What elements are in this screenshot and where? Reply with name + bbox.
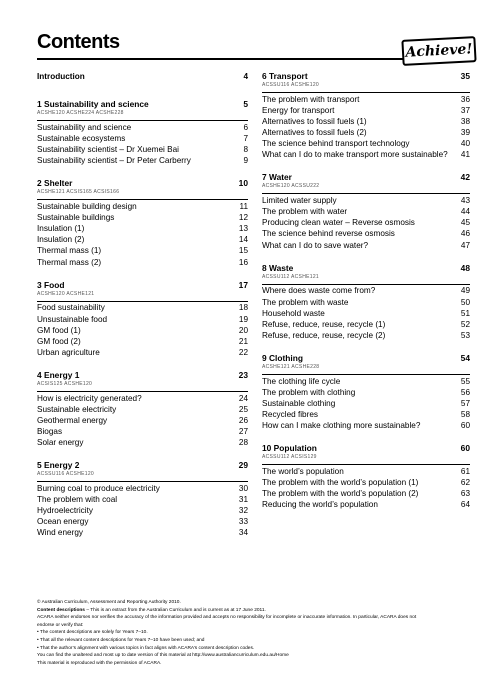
toc-entry[interactable] <box>262 105 470 116</box>
entry-label: Hydroelectricity <box>37 506 93 516</box>
introduction-entry[interactable] <box>37 71 248 82</box>
toc-entry[interactable] <box>262 94 470 105</box>
footer-descriptions-rest: – This is an extract from the Australian Curriculum and is current as at 17 June 2011. <box>84 607 266 613</box>
footer-bullet-1: • The content descriptions are solely for Years 7–10. <box>37 630 148 636</box>
entry-page: 50 <box>460 297 470 307</box>
section-title: 8 Waste <box>262 262 294 273</box>
entry-page: 26 <box>238 415 248 425</box>
section-divider <box>262 374 470 375</box>
entry-page: 19 <box>238 314 248 324</box>
entry-label: How is electricity generated? <box>37 393 142 403</box>
section-divider <box>262 284 470 285</box>
entry-page: 39 <box>460 128 470 138</box>
curriculum-codes: ACSIS125 ACSHE120 <box>37 380 93 387</box>
section-title: 10 Population <box>262 443 317 454</box>
toc-entry[interactable] <box>37 393 248 404</box>
entry-label: Sustainable buildings <box>37 213 115 223</box>
entry-page: 12 <box>238 213 248 223</box>
entry-label: Refuse, reduce, reuse, recycle (1) <box>262 319 386 329</box>
toc-entry[interactable] <box>37 426 248 437</box>
toc-section <box>37 178 248 267</box>
toc-section <box>262 172 470 250</box>
entry-page: 47 <box>460 240 470 250</box>
section-page: 60 <box>460 443 470 454</box>
entry-page: 60 <box>460 421 470 431</box>
curriculum-codes: ACSSU112 ACSIS129 <box>262 454 317 461</box>
section-title: 1 Sustainability and science <box>37 99 149 110</box>
toc-entry[interactable] <box>262 409 470 420</box>
entry-page: 46 <box>460 229 470 239</box>
curriculum-codes: ACSHE121 ACSHE228 <box>262 363 320 370</box>
contents-right-column <box>262 71 470 522</box>
section-heading[interactable] <box>262 353 470 364</box>
entry-page: 53 <box>460 330 470 340</box>
toc-section <box>262 443 470 510</box>
toc-entry[interactable] <box>262 398 470 409</box>
entry-page: 61 <box>460 466 470 476</box>
toc-entry[interactable] <box>262 228 470 239</box>
entry-page: 6 <box>243 122 248 132</box>
entry-label: The problem with waste <box>262 297 349 307</box>
section-heading[interactable] <box>37 178 248 189</box>
section-heading[interactable] <box>37 370 248 381</box>
toc-entry[interactable] <box>37 437 248 448</box>
entry-label: The problem with clothing <box>262 387 356 397</box>
entry-page: 15 <box>238 246 248 256</box>
section-divider <box>262 193 470 194</box>
toc-entry[interactable] <box>37 494 248 505</box>
entry-label: The problem with water <box>262 207 348 217</box>
entry-label: Solar energy <box>37 438 84 448</box>
contents-left-column <box>37 71 248 550</box>
curriculum-codes: ACSHE120 ACSHE121 <box>37 290 95 297</box>
entry-label: What can I do to save water? <box>262 240 369 250</box>
entry-label: The science behind transport technology <box>262 139 410 149</box>
toc-entry[interactable] <box>262 138 470 149</box>
footer-copyright: © Australian Curriculum, Assessment and Reporting Authority 2010. <box>37 600 181 605</box>
copyright-footer <box>37 599 470 667</box>
entry-label: Geothermal energy <box>37 415 108 425</box>
section-divider <box>262 92 470 93</box>
section-page: 10 <box>238 178 248 189</box>
toc-section <box>262 353 470 431</box>
toc-entry[interactable] <box>37 347 248 358</box>
entry-page: 58 <box>460 409 470 419</box>
entry-label: Thermal mass (1) <box>37 246 102 256</box>
entry-page: 20 <box>238 325 248 335</box>
entry-page: 33 <box>238 517 248 527</box>
entry-label: Thermal mass (2) <box>37 257 102 267</box>
section-heading[interactable] <box>262 263 470 274</box>
entry-label: Energy for transport <box>262 105 335 115</box>
entry-label: Sustainability scientist – Dr Peter Carberry <box>37 156 191 166</box>
toc-entry[interactable] <box>37 505 248 516</box>
toc-entry[interactable] <box>37 257 248 268</box>
curriculum-codes: ACSHE121 ACSIS165 ACSIS166 <box>37 189 120 196</box>
toc-entry[interactable] <box>37 155 248 166</box>
toc-entry[interactable] <box>262 319 470 330</box>
curriculum-codes: ACSSU116 ACSHE120 <box>37 471 94 478</box>
entry-page: 22 <box>238 347 248 357</box>
section-heading[interactable] <box>37 99 248 110</box>
footer-descriptions <box>37 607 470 615</box>
entry-label: GM food (1) <box>37 325 81 335</box>
toc-entry[interactable] <box>37 223 248 234</box>
entry-page: 63 <box>460 489 470 499</box>
left-sections <box>37 99 248 538</box>
section-title: 2 Shelter <box>37 178 73 189</box>
entry-page: 36 <box>460 94 470 104</box>
entry-label: Reducing the world’s population <box>262 500 378 510</box>
entry-page: 21 <box>238 336 248 346</box>
introduction-page: 4 <box>243 72 248 81</box>
toc-section <box>262 263 470 341</box>
entry-label: The science behind reverse osmosis <box>262 229 395 239</box>
entry-label: The problem with transport <box>262 94 360 104</box>
toc-entry[interactable] <box>262 240 470 251</box>
entry-page: 24 <box>238 393 248 403</box>
entry-page: 49 <box>460 286 470 296</box>
curriculum-codes: ACSSU116 ACSHE120 <box>262 82 319 88</box>
entry-page: 51 <box>460 308 470 318</box>
entry-label: Recycled fibres <box>262 409 318 419</box>
footer-bullet-3: • That the author’s alignment with various topics in fact aligns with ACARA’s content description codes. <box>37 645 255 651</box>
footer-unaltered: You can find the unaltered and most up to date version of this material at http://www.australiancurriculum.edu.au/Home <box>37 653 289 659</box>
entry-label: Alternatives to fossil fuels (2) <box>262 128 367 138</box>
section-page: 35 <box>460 71 470 81</box>
section-title: 7 Water <box>262 172 292 183</box>
entry-page: 14 <box>238 235 248 245</box>
entry-label: Wind energy <box>37 528 83 538</box>
section-divider <box>37 481 248 482</box>
right-sections <box>262 71 470 510</box>
entry-page: 34 <box>238 528 248 538</box>
entry-label: Sustainable clothing <box>262 398 336 408</box>
entry-label: Sustainable electricity <box>37 404 117 414</box>
entry-page: 32 <box>238 506 248 516</box>
entry-label: Burning coal to produce electricity <box>37 483 160 493</box>
section-page: 54 <box>460 352 470 363</box>
entry-page: 7 <box>243 133 248 143</box>
section-heading[interactable] <box>262 71 470 82</box>
entry-page: 13 <box>238 224 248 234</box>
section-page: 23 <box>238 369 248 380</box>
toc-entry[interactable] <box>37 325 248 336</box>
footer-permission: This material is reproduced with the permission of ACARA. <box>37 660 162 666</box>
toc-entry[interactable] <box>262 116 470 127</box>
entry-page: 62 <box>460 478 470 488</box>
entry-page: 55 <box>460 376 470 386</box>
entry-label: Insulation (1) <box>37 224 85 234</box>
toc-entry[interactable] <box>262 149 470 160</box>
entry-label: Insulation (2) <box>37 235 85 245</box>
section-divider <box>37 199 248 200</box>
entry-page: 43 <box>460 196 470 206</box>
footer-disclaimer-2: endorse or verify that: <box>37 622 84 628</box>
toc-entry[interactable] <box>37 314 248 325</box>
toc-entry[interactable] <box>262 330 470 341</box>
toc-entry[interactable] <box>262 297 470 308</box>
toc-entry[interactable] <box>37 144 248 155</box>
toc-entry[interactable] <box>262 127 470 138</box>
title-divider <box>37 58 416 60</box>
entry-page: 28 <box>238 438 248 448</box>
section-heading[interactable] <box>37 460 248 471</box>
curriculum-codes: ACSHE120 ACSSU222 <box>262 183 320 190</box>
toc-entry[interactable] <box>37 336 248 347</box>
toc-entry[interactable] <box>262 308 470 319</box>
introduction-label: Introduction <box>37 72 85 81</box>
entry-page: 16 <box>238 257 248 267</box>
section-title: 4 Energy 1 <box>37 369 80 380</box>
footer-bullet-2: • That all the relevant content descriptions for Years 7–10 have been used; and <box>37 637 205 643</box>
entry-label: The problem with the world’s population (2) <box>262 489 419 499</box>
entry-label: Unsustainable food <box>37 314 108 324</box>
entry-label: Household waste <box>262 308 325 318</box>
entry-label: The world’s population <box>262 466 344 476</box>
toc-entry[interactable] <box>262 285 470 296</box>
entry-page: 44 <box>460 207 470 217</box>
toc-entry[interactable] <box>262 195 470 206</box>
entry-label: The problem with the world’s population (1) <box>262 478 419 488</box>
entry-label: The clothing life cycle <box>262 376 341 386</box>
entry-page: 57 <box>460 398 470 408</box>
toc-entry[interactable] <box>37 133 248 144</box>
entry-label: Limited water supply <box>262 196 337 206</box>
entry-label: Producing clean water – Reverse osmosis <box>262 218 415 228</box>
entry-label: Ocean energy <box>37 517 89 527</box>
section-page: 5 <box>243 99 248 110</box>
entry-page: 31 <box>238 495 248 505</box>
toc-entry[interactable] <box>37 212 248 223</box>
section-title: 9 Clothing <box>262 352 303 363</box>
entry-label: The problem with coal <box>37 495 118 505</box>
section-page: 42 <box>460 172 470 183</box>
toc-entry[interactable] <box>37 415 248 426</box>
toc-entry[interactable] <box>37 122 248 133</box>
toc-section <box>262 71 470 160</box>
section-divider <box>262 464 470 465</box>
entry-page: 30 <box>238 483 248 493</box>
entry-page: 56 <box>460 387 470 397</box>
toc-entry[interactable] <box>262 477 470 488</box>
toc-entry[interactable] <box>37 245 248 256</box>
entry-label: Urban agriculture <box>37 347 100 357</box>
toc-section <box>37 460 248 538</box>
section-page: 29 <box>238 460 248 471</box>
section-title: 3 Food <box>37 279 65 290</box>
entry-page: 27 <box>238 426 248 436</box>
entry-label: Sustainable ecosystems <box>37 133 126 143</box>
toc-entry[interactable] <box>37 404 248 415</box>
toc-entry[interactable] <box>37 527 248 538</box>
entry-label: Alternatives to fossil fuels (1) <box>262 116 367 126</box>
toc-entry[interactable] <box>262 206 470 217</box>
section-divider <box>37 120 248 121</box>
entry-label: Sustainable building design <box>37 202 137 212</box>
entry-page: 38 <box>460 116 470 126</box>
section-page: 48 <box>460 262 470 273</box>
section-divider <box>37 391 248 392</box>
section-divider <box>37 301 248 302</box>
toc-entry[interactable] <box>262 376 470 387</box>
curriculum-codes: ACSSU112 ACSHE121 <box>262 273 319 280</box>
toc-entry[interactable] <box>37 201 248 212</box>
section-heading[interactable] <box>262 172 470 183</box>
section-heading[interactable] <box>37 280 248 291</box>
toc-entry[interactable] <box>37 234 248 245</box>
toc-entry[interactable] <box>262 217 470 228</box>
entry-page: 64 <box>460 500 470 510</box>
toc-entry[interactable] <box>37 302 248 313</box>
entry-page: 25 <box>238 404 248 414</box>
toc-section <box>37 280 248 358</box>
entry-label: Sustainability scientist – Dr Xuemei Bai <box>37 145 179 155</box>
page-title: Contents <box>37 31 120 53</box>
toc-section <box>37 370 248 448</box>
entry-page: 18 <box>238 303 248 313</box>
section-heading[interactable] <box>262 443 470 454</box>
entry-label: What can I do to make transport more sustainable? <box>262 150 448 160</box>
toc-section <box>37 99 248 166</box>
toc-entry[interactable] <box>262 488 470 499</box>
section-page: 17 <box>238 279 248 290</box>
entry-page: 9 <box>243 156 248 166</box>
entry-page: 8 <box>243 145 248 155</box>
toc-entry[interactable] <box>262 387 470 398</box>
entry-label: Where does waste come from? <box>262 286 376 296</box>
entry-label: Biogas <box>37 426 63 436</box>
entry-label: Food sustainability <box>37 303 105 313</box>
entry-label: Sustainability and science <box>37 122 132 132</box>
achieve-badge: Achieve! <box>401 36 476 66</box>
entry-label: How can I make clothing more sustainable? <box>262 421 421 431</box>
toc-entry[interactable] <box>262 499 470 510</box>
section-title: 6 Transport <box>262 71 308 81</box>
entry-page: 11 <box>239 202 248 212</box>
section-title: 5 Energy 2 <box>37 460 80 471</box>
entry-page: 45 <box>460 218 470 228</box>
footer-descriptions-bold: Content descriptions <box>37 607 85 613</box>
entry-label: Refuse, reduce, reuse, recycle (2) <box>262 330 386 340</box>
footer-disclaimer-1: ACARA neither endorses nor verifies the accuracy of the information provided and accepts no responsibility for incomplete or inaccurate information. In particular, ACARA does not <box>37 615 417 621</box>
toc-entry[interactable] <box>262 420 470 431</box>
entry-page: 37 <box>460 105 470 115</box>
curriculum-codes: ACSHE120 ACSHE224 ACSHE228 <box>37 110 124 117</box>
toc-entry[interactable] <box>37 483 248 494</box>
entry-page: 41 <box>460 150 470 160</box>
toc-entry[interactable] <box>37 516 248 527</box>
entry-page: 52 <box>460 319 470 329</box>
entry-label: GM food (2) <box>37 336 81 346</box>
entry-page: 40 <box>460 139 470 149</box>
toc-entry[interactable] <box>262 466 470 477</box>
